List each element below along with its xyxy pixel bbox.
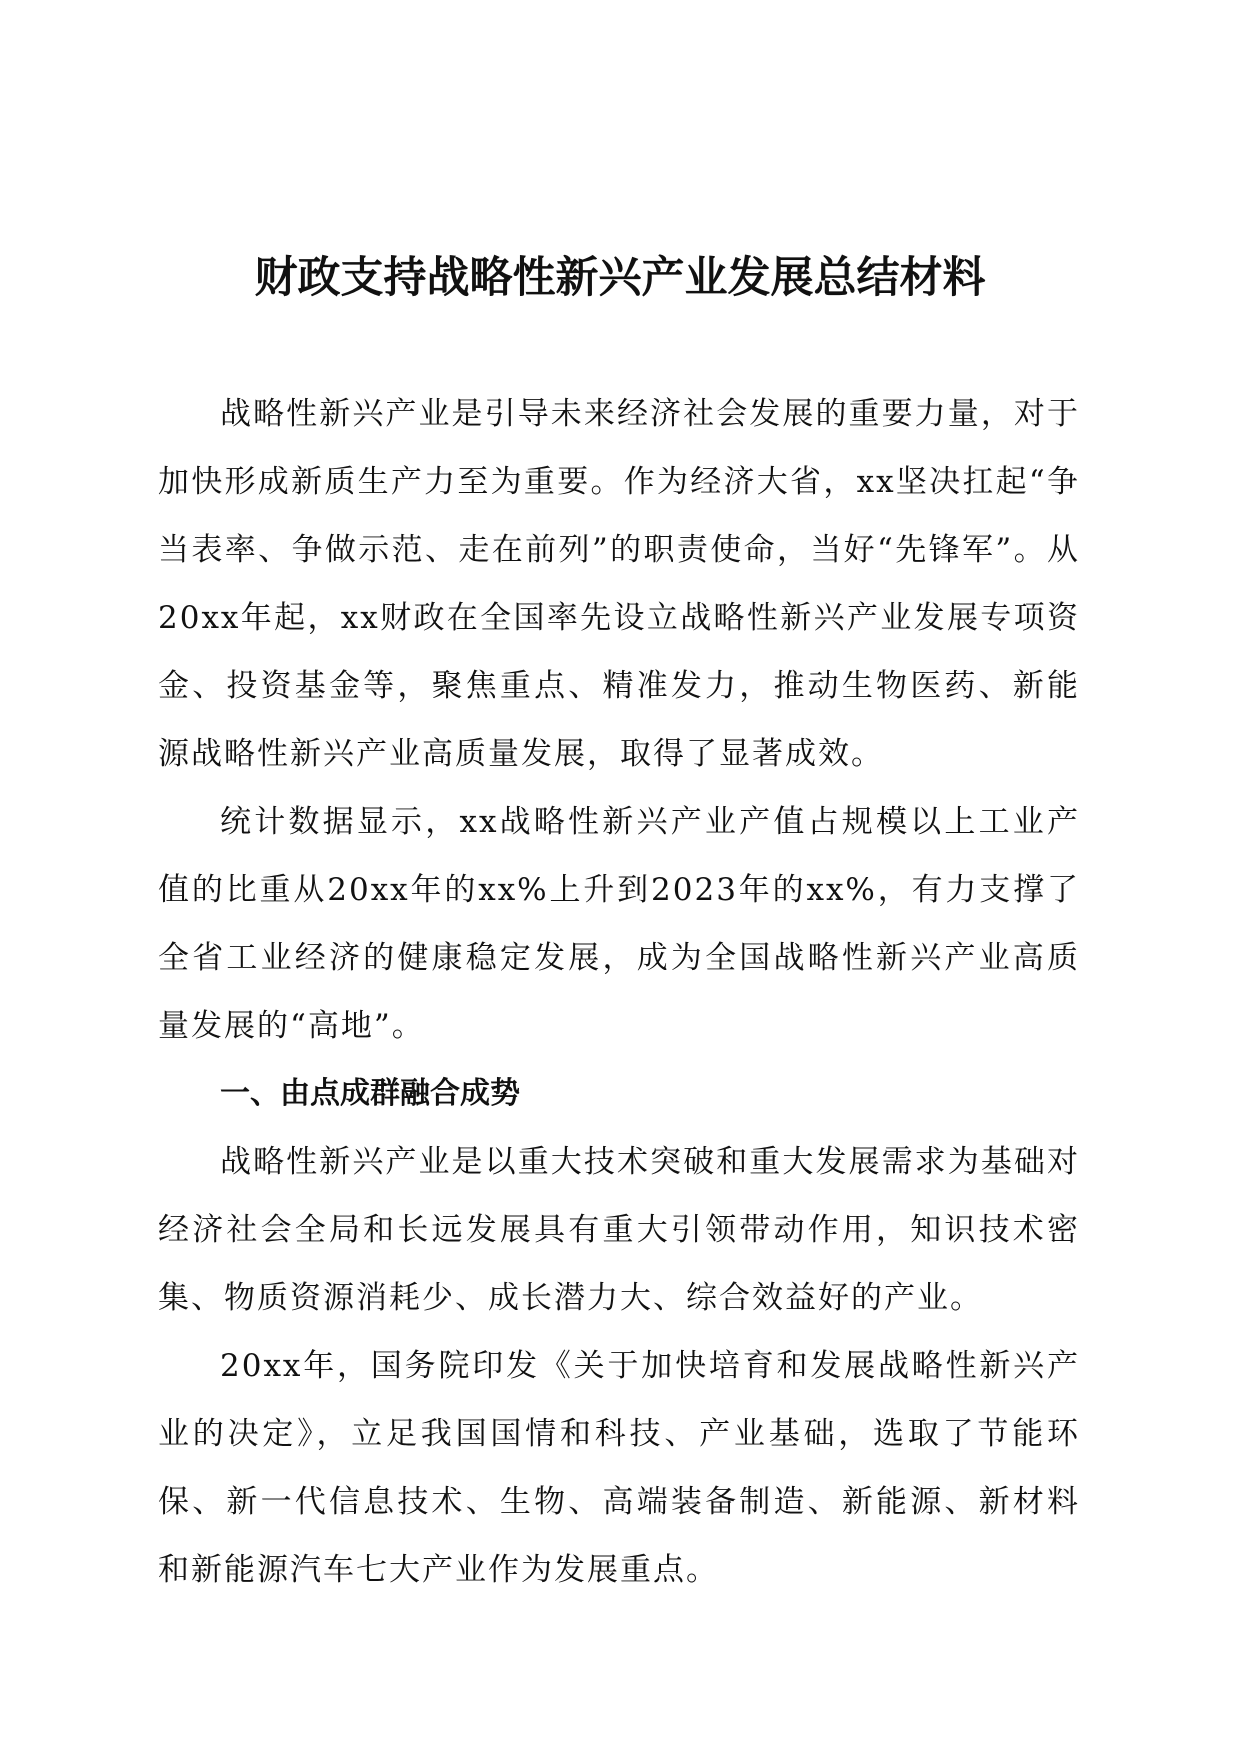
definition-paragraph: 战略性新兴产业是以重大技术突破和重大发展需求为基础对经济社会全局和长远发展具有重大引领带动作用，知识技术密集、物质资源消耗少、成长潜力大、综合效益好的产业。 bbox=[158, 1144, 1080, 1316]
document-title: 财政支持战略性新兴产业发展总结材料 bbox=[254, 253, 986, 303]
policy-paragraph: 20xx年，国务院印发《关于加快培育和发展战略性新兴产业的决定》，立足我国国情和科技、产业基础，选取了节能环保、新一代信息技术、生物、高端装备制造、新能源、新材料和新能源汽车七大产业作为发展重点。 bbox=[158, 1348, 1080, 1588]
intro-paragraph: 战略性新兴产业是引导未来经济社会发展的重要力量，对于加快形成新质生产力至为重要。作为经济大省，xx坚决扛起“争当表率、争做示范、走在前列”的职责使命，当好“先锋军”。从20xx年起，xx财政在全国率先设立战略性新兴产业发展专项资金、投资基金等，聚焦重点、精准发力，推动生物医药、新能源战略性新兴产业高质量发展，取得了显著成效。 bbox=[158, 396, 1080, 772]
section-heading: 一、由点成群融合成势 bbox=[220, 1076, 520, 1111]
statistics-paragraph: 统计数据显示，xx战略性新兴产业产值占规模以上工业产值的比重从20xx年的xx%上升到2023年的xx%，有力支撑了全省工业经济的健康稳定发展，成为全国战略性新兴产业高质量发展的“高地”。 bbox=[158, 804, 1080, 1044]
document-body bbox=[158, 380, 1080, 1604]
